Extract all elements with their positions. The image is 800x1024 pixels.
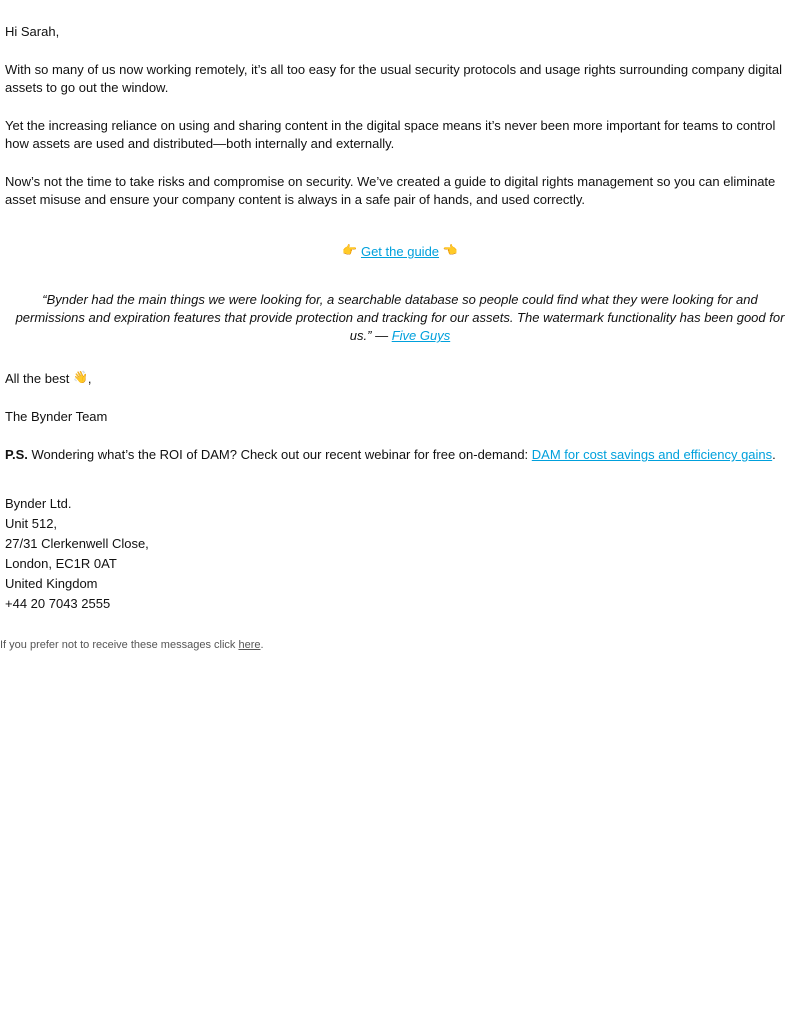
address-line-street: 27/31 Clerkenwell Close, xyxy=(5,536,149,551)
unsubscribe-text: If you prefer not to receive these messages click xyxy=(0,639,239,651)
company-address xyxy=(5,494,795,614)
signoff-text: All the best xyxy=(5,371,70,386)
pointing-right-icon: 👉 xyxy=(342,243,358,257)
paragraph-3: Now’s not the time to take risks and compromise on security. We’ve created a guide to digital rights management so you can eliminate asset misuse and ensure your company content is always in a safe pair of hands, and used correctly. xyxy=(5,174,776,207)
get-the-guide-link[interactable]: Get the guide xyxy=(360,244,440,259)
unsubscribe-end: . xyxy=(260,639,264,651)
unsubscribe-notice xyxy=(0,638,800,652)
paragraph-1: With so many of us now working remotely, it’s all too easy for the usual security protocols and usage rights surrounding company digital assets to go out the window. xyxy=(5,62,783,95)
address-line-country: United Kingdom xyxy=(5,576,98,591)
address-line-phone: +44 20 7043 2555 xyxy=(5,596,111,611)
waving-hand-icon: 👋 xyxy=(72,370,88,384)
address-line-company: Bynder Ltd. xyxy=(5,496,72,511)
ps-label: P.S. xyxy=(5,447,28,462)
signoff-comma: , xyxy=(87,371,92,386)
quote-text: “Bynder had the main things we were looking for, a searchable database so people could find what they were looking for and permissions and expiration features that provide protection and tracking for our assets. The watermark functionality has been good for us.” — xyxy=(15,292,785,343)
five-guys-link[interactable]: Five Guys xyxy=(391,328,451,343)
pointing-left-icon: 👈 xyxy=(442,243,458,257)
testimonial-quote xyxy=(5,291,795,345)
address-line-city: London, EC1R 0AT xyxy=(5,556,117,571)
ps-text: Wondering what’s the ROI of DAM? Check out our recent webinar for free on-demand: xyxy=(27,447,532,462)
signoff xyxy=(5,370,795,388)
team-signature: The Bynder Team xyxy=(5,409,108,424)
greeting: Hi Sarah, xyxy=(5,24,60,39)
paragraph-2: Yet the increasing reliance on using and sharing content in the digital space means it’s never been more important for teams to control how assets are used and distributed—both internally and externally. xyxy=(5,118,776,151)
dam-webinar-link[interactable]: DAM for cost savings and efficiency gains xyxy=(531,447,773,462)
address-line-unit: Unit 512, xyxy=(5,516,58,531)
unsubscribe-link[interactable]: here xyxy=(238,639,261,651)
ps-end: . xyxy=(772,447,776,462)
cta-row xyxy=(5,243,795,261)
ps-line xyxy=(5,446,795,464)
